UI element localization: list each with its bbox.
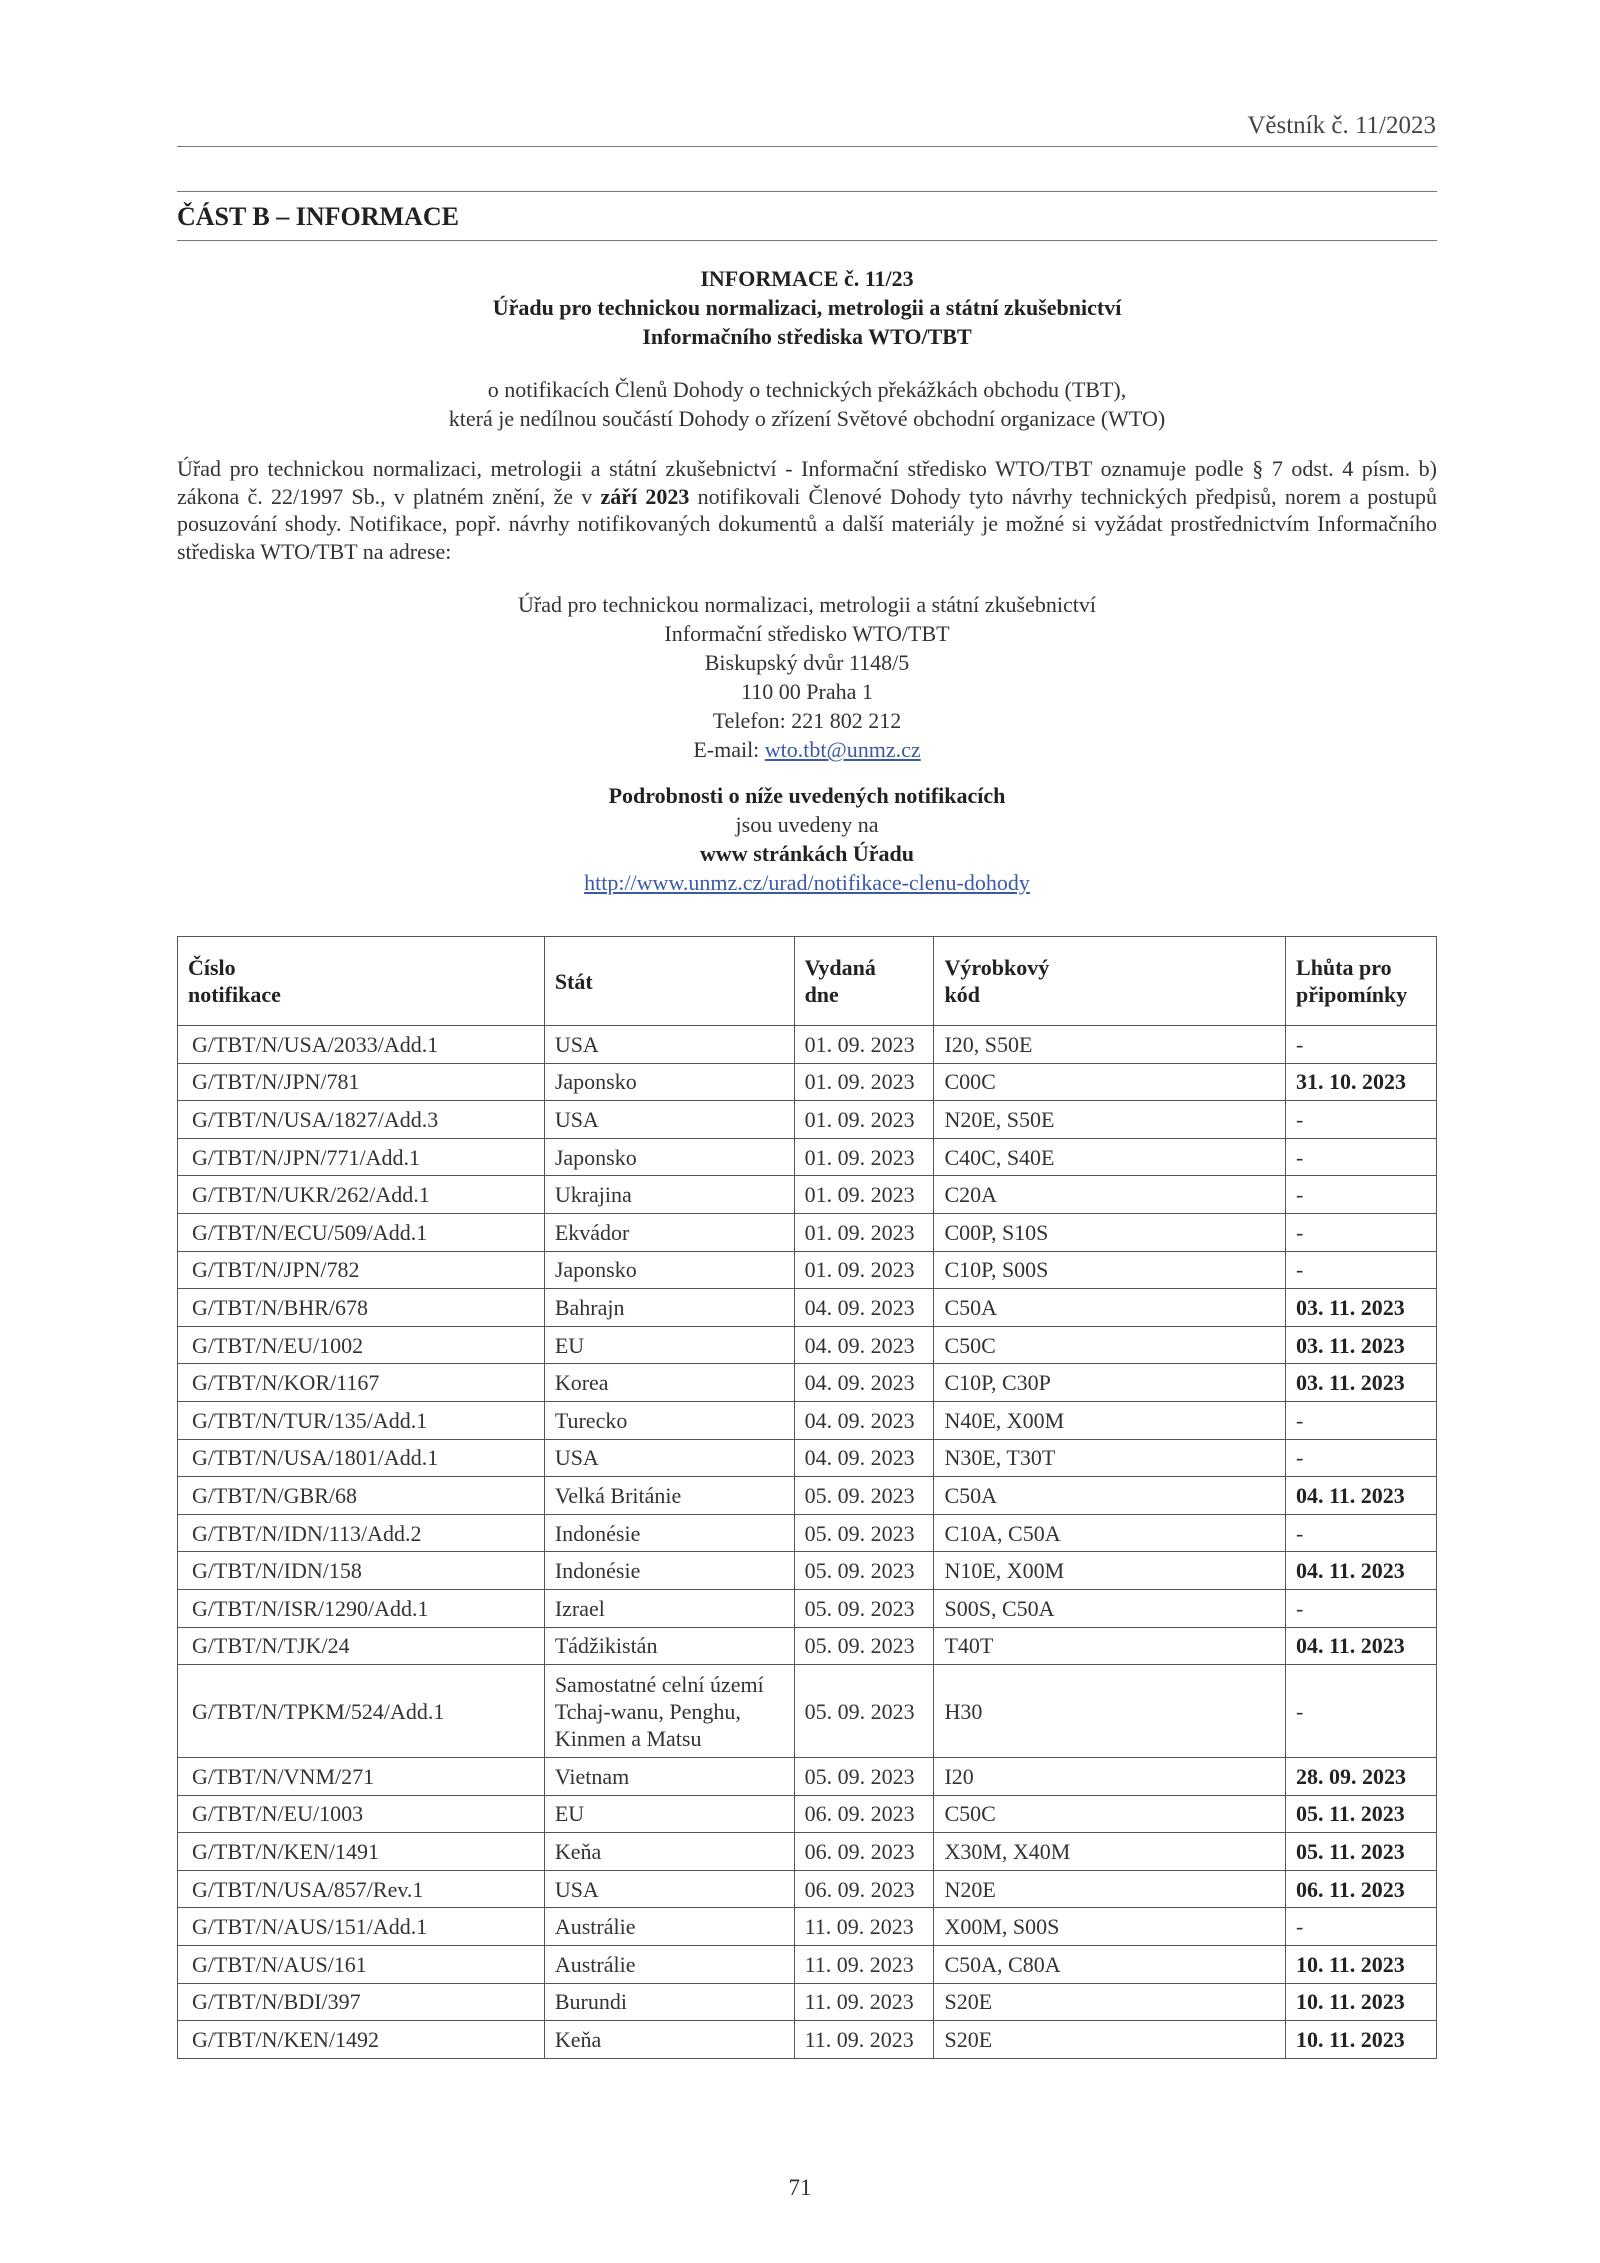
table-row — [178, 1138, 1437, 1176]
deadline-cell: - — [1286, 1589, 1437, 1627]
country-cell: Ekvádor — [544, 1213, 794, 1251]
issued-date-cell: 11. 09. 2023 — [794, 2021, 934, 2059]
table-row — [178, 1326, 1437, 1364]
issued-date-cell: 04. 09. 2023 — [794, 1326, 934, 1364]
email-link[interactable]: wto.tbt@unmz.cz — [764, 737, 921, 762]
deadline-cell: - — [1286, 1138, 1437, 1176]
country-cell: Izrael — [544, 1589, 794, 1627]
header-deadline: Lhůta pro připomínky — [1286, 937, 1437, 1026]
header-notification-number: Číslo notifikace — [178, 937, 545, 1026]
header-country: Stát — [544, 937, 794, 1026]
table-row — [178, 1833, 1437, 1871]
deadline-cell: - — [1286, 1026, 1437, 1064]
notification-number-cell: G/TBT/N/USA/2033/Add.1 — [178, 1026, 545, 1064]
table-row — [178, 1401, 1437, 1439]
product-code-cell: C50C — [934, 1795, 1286, 1833]
country-cell: Austrálie — [544, 1908, 794, 1946]
notification-number-cell: G/TBT/N/BHR/678 — [178, 1289, 545, 1327]
product-code-cell: C50A — [934, 1477, 1286, 1515]
country-cell: Samostatné celní území Tchaj-wanu, Penghu, Kinmen a Matsu — [544, 1665, 794, 1758]
details-website-label: www stránkách Úřadu — [700, 841, 914, 866]
notification-number-cell: G/TBT/N/KEN/1492 — [178, 2021, 545, 2059]
header-rule — [177, 146, 1437, 147]
table-row — [178, 1213, 1437, 1251]
issued-date-cell: 11. 09. 2023 — [794, 1983, 934, 2021]
issued-date-cell: 11. 09. 2023 — [794, 1946, 934, 1984]
notification-number-cell: G/TBT/N/BDI/397 — [178, 1983, 545, 2021]
product-code-cell: S00S, C50A — [934, 1589, 1286, 1627]
address-office: Úřad pro technickou normalizaci, metrologii a státní zkušebnictví — [518, 592, 1096, 617]
product-code-cell: C00P, S10S — [934, 1213, 1286, 1251]
product-code-cell: T40T — [934, 1627, 1286, 1665]
issued-date-cell: 05. 09. 2023 — [794, 1589, 934, 1627]
country-cell: Keňa — [544, 1833, 794, 1871]
notification-number-cell: G/TBT/N/JPN/782 — [178, 1251, 545, 1289]
notification-number-cell: G/TBT/N/TUR/135/Add.1 — [178, 1401, 545, 1439]
table-row — [178, 1665, 1437, 1758]
information-subtitle — [177, 375, 1437, 433]
table-row — [178, 1983, 1437, 2021]
deadline-cell: 06. 11. 2023 — [1286, 1870, 1437, 1908]
deadline-cell: - — [1286, 1908, 1437, 1946]
notification-number-cell: G/TBT/N/JPN/781 — [178, 1063, 545, 1101]
product-code-cell: S20E — [934, 1983, 1286, 2021]
product-code-cell: C00C — [934, 1063, 1286, 1101]
issued-date-cell: 05. 09. 2023 — [794, 1552, 934, 1590]
deadline-cell: - — [1286, 1213, 1437, 1251]
issued-date-cell: 06. 09. 2023 — [794, 1833, 934, 1871]
deadline-cell: 28. 09. 2023 — [1286, 1758, 1437, 1796]
deadline-cell: 05. 11. 2023 — [1286, 1833, 1437, 1871]
issued-date-cell: 01. 09. 2023 — [794, 1213, 934, 1251]
information-number: INFORMACE č. 11/23 — [700, 266, 914, 291]
issued-date-cell: 05. 09. 2023 — [794, 1514, 934, 1552]
country-cell: USA — [544, 1026, 794, 1064]
issued-date-cell: 04. 09. 2023 — [794, 1439, 934, 1477]
issued-date-cell: 06. 09. 2023 — [794, 1795, 934, 1833]
table-row — [178, 1795, 1437, 1833]
deadline-cell: - — [1286, 1401, 1437, 1439]
section-rule-bottom — [177, 240, 1437, 241]
bulletin-title: Věstník č. 11/2023 — [1247, 112, 1436, 139]
country-cell: Burundi — [544, 1983, 794, 2021]
country-cell: Ukrajina — [544, 1176, 794, 1214]
issued-date-cell: 05. 09. 2023 — [794, 1665, 934, 1758]
country-cell: USA — [544, 1439, 794, 1477]
country-cell: Japonsko — [544, 1251, 794, 1289]
address-email-line — [177, 735, 1437, 764]
notification-number-cell: G/TBT/N/AUS/151/Add.1 — [178, 1908, 545, 1946]
issued-date-cell: 04. 09. 2023 — [794, 1289, 934, 1327]
issued-date-cell: 01. 09. 2023 — [794, 1138, 934, 1176]
table-row — [178, 1477, 1437, 1515]
details-block — [177, 781, 1437, 897]
deadline-cell: - — [1286, 1101, 1437, 1139]
address-city: 110 00 Praha 1 — [741, 679, 873, 704]
product-code-cell: C50C — [934, 1326, 1286, 1364]
country-cell: Japonsko — [544, 1063, 794, 1101]
table-row — [178, 1439, 1437, 1477]
product-code-cell: N20E, S50E — [934, 1101, 1286, 1139]
issued-date-cell: 01. 09. 2023 — [794, 1063, 934, 1101]
deadline-cell: - — [1286, 1251, 1437, 1289]
country-cell: Turecko — [544, 1401, 794, 1439]
table-row — [178, 1251, 1437, 1289]
country-cell: USA — [544, 1870, 794, 1908]
intro-month: září 2023 — [600, 483, 690, 509]
deadline-cell: - — [1286, 1176, 1437, 1214]
table-row — [178, 1870, 1437, 1908]
deadline-cell: - — [1286, 1665, 1437, 1758]
table-body — [178, 1026, 1437, 2059]
issued-date-cell: 11. 09. 2023 — [794, 1908, 934, 1946]
notification-number-cell: G/TBT/N/KEN/1491 — [178, 1833, 545, 1871]
product-code-cell: N30E, T30T — [934, 1439, 1286, 1477]
details-heading: Podrobnosti o níže uvedených notifikacích — [608, 783, 1006, 808]
table-row — [178, 1908, 1437, 1946]
notification-number-cell: G/TBT/N/AUS/161 — [178, 1946, 545, 1984]
details-url-link[interactable]: http://www.unmz.cz/urad/notifikace-clenu-dohody — [584, 870, 1030, 895]
product-code-cell: N20E — [934, 1870, 1286, 1908]
table-header-row — [178, 937, 1437, 1026]
information-subtitle-line2: která je nedílnou součástí Dohody o zřízení Světové obchodní organizace (WTO) — [448, 406, 1166, 431]
notification-number-cell: G/TBT/N/ISR/1290/Add.1 — [178, 1589, 545, 1627]
information-issuer: Úřadu pro technickou normalizaci, metrologii a státní zkušebnictví — [492, 295, 1122, 320]
product-code-cell: C10A, C50A — [934, 1514, 1286, 1552]
notification-number-cell: G/TBT/N/UKR/262/Add.1 — [178, 1176, 545, 1214]
information-center: Informačního střediska WTO/TBT — [642, 324, 972, 349]
deadline-cell: 03. 11. 2023 — [1286, 1289, 1437, 1327]
product-code-cell: C10P, C30P — [934, 1364, 1286, 1402]
table-row — [178, 1101, 1437, 1139]
issued-date-cell: 06. 09. 2023 — [794, 1870, 934, 1908]
intro-text-part2: notifikovali Členové Dohody tyto návrhy technických předpisů, norem a postupů posuzování shody. Notifikace, popř. návrhy notifikovaných dokumentů a další materiály je možné si vyžádat prostřednictvím Informačního střediska WTO/TBT na adrese: — [177, 483, 1437, 564]
country-cell: Indonésie — [544, 1514, 794, 1552]
table-row — [178, 1176, 1437, 1214]
country-cell: EU — [544, 1795, 794, 1833]
table-row — [178, 1289, 1437, 1327]
country-cell: Vietnam — [544, 1758, 794, 1796]
country-cell: Indonésie — [544, 1552, 794, 1590]
country-cell: USA — [544, 1101, 794, 1139]
notification-number-cell: G/TBT/N/TPKM/524/Add.1 — [178, 1665, 545, 1758]
product-code-cell: X00M, S00S — [934, 1908, 1286, 1946]
issued-date-cell: 05. 09. 2023 — [794, 1477, 934, 1515]
product-code-cell: C50A, C80A — [934, 1946, 1286, 1984]
product-code-cell: H30 — [934, 1665, 1286, 1758]
page-number: 71 — [788, 2175, 812, 2200]
country-cell: Velká Británie — [544, 1477, 794, 1515]
notification-number-cell: G/TBT/N/TJK/24 — [178, 1627, 545, 1665]
deadline-cell: - — [1286, 1439, 1437, 1477]
intro-text-part1: Úřad pro technickou normalizaci, metrologii a státní zkušebnictví - Informační středisko WTO/TBT oznamuje podle § 7 odst. 4 písm. b) zákona č. 22/1997 Sb., v platném znění, že v — [177, 456, 1437, 509]
table-row — [178, 1063, 1437, 1101]
issued-date-cell: 05. 09. 2023 — [794, 1758, 934, 1796]
issued-date-cell: 04. 09. 2023 — [794, 1364, 934, 1402]
notification-number-cell: G/TBT/N/VNM/271 — [178, 1758, 545, 1796]
section-title: ČÁST B – INFORMACE — [177, 202, 459, 231]
product-code-cell: N10E, X00M — [934, 1552, 1286, 1590]
product-code-cell: C10P, S00S — [934, 1251, 1286, 1289]
deadline-cell: 10. 11. 2023 — [1286, 1983, 1437, 2021]
table-row — [178, 1589, 1437, 1627]
product-code-cell: S20E — [934, 2021, 1286, 2059]
table-row — [178, 1946, 1437, 1984]
notification-number-cell: G/TBT/N/ECU/509/Add.1 — [178, 1213, 545, 1251]
header-product-code: Výrobkový kód — [934, 937, 1286, 1026]
notification-number-cell: G/TBT/N/IDN/158 — [178, 1552, 545, 1590]
notification-number-cell: G/TBT/N/EU/1003 — [178, 1795, 545, 1833]
product-code-cell: X30M, X40M — [934, 1833, 1286, 1871]
product-code-cell: I20, S50E — [934, 1026, 1286, 1064]
deadline-cell: - — [1286, 1514, 1437, 1552]
country-cell: Tádžikistán — [544, 1627, 794, 1665]
issued-date-cell: 01. 09. 2023 — [794, 1251, 934, 1289]
table-row — [178, 1514, 1437, 1552]
deadline-cell: 04. 11. 2023 — [1286, 1627, 1437, 1665]
country-cell: Keňa — [544, 2021, 794, 2059]
table-row — [178, 1758, 1437, 1796]
address-street: Biskupský dvůr 1148/5 — [704, 650, 910, 675]
deadline-cell: 10. 11. 2023 — [1286, 2021, 1437, 2059]
header-issued: Vydaná dne — [794, 937, 934, 1026]
deadline-cell: 05. 11. 2023 — [1286, 1795, 1437, 1833]
table-row — [178, 1627, 1437, 1665]
table-row — [178, 1364, 1437, 1402]
section-rule-top — [177, 191, 1437, 192]
issued-date-cell: 04. 09. 2023 — [794, 1401, 934, 1439]
issued-date-cell: 01. 09. 2023 — [794, 1176, 934, 1214]
information-subtitle-line1: o notifikacích Členů Dohody o technických překážkách obchodu (TBT), — [487, 377, 1127, 402]
product-code-cell: I20 — [934, 1758, 1286, 1796]
intro-paragraph — [177, 455, 1437, 565]
notification-number-cell: G/TBT/N/IDN/113/Add.2 — [178, 1514, 545, 1552]
notification-number-cell: G/TBT/N/GBR/68 — [178, 1477, 545, 1515]
deadline-cell: 03. 11. 2023 — [1286, 1326, 1437, 1364]
deadline-cell: 31. 10. 2023 — [1286, 1063, 1437, 1101]
notification-number-cell: G/TBT/N/USA/1801/Add.1 — [178, 1439, 545, 1477]
notification-number-cell: G/TBT/N/USA/1827/Add.3 — [178, 1101, 545, 1139]
country-cell: Bahrajn — [544, 1289, 794, 1327]
country-cell: Korea — [544, 1364, 794, 1402]
address-center: Informační středisko WTO/TBT — [664, 621, 950, 646]
issued-date-cell: 01. 09. 2023 — [794, 1026, 934, 1064]
issued-date-cell: 01. 09. 2023 — [794, 1101, 934, 1139]
details-text: jsou uvedeny na — [735, 812, 879, 837]
product-code-cell: N40E, X00M — [934, 1401, 1286, 1439]
address-block — [177, 590, 1437, 764]
issued-date-cell: 05. 09. 2023 — [794, 1627, 934, 1665]
deadline-cell: 10. 11. 2023 — [1286, 1946, 1437, 1984]
deadline-cell: 04. 11. 2023 — [1286, 1477, 1437, 1515]
email-label: E-mail: — [693, 737, 765, 762]
table-row — [178, 1552, 1437, 1590]
product-code-cell: C20A — [934, 1176, 1286, 1214]
notification-number-cell: G/TBT/N/KOR/1167 — [178, 1364, 545, 1402]
notification-number-cell: G/TBT/N/EU/1002 — [178, 1326, 545, 1364]
product-code-cell: C40C, S40E — [934, 1138, 1286, 1176]
address-phone: Telefon: 221 802 212 — [712, 708, 902, 733]
table-row — [178, 1026, 1437, 1064]
information-heading — [177, 264, 1437, 351]
country-cell: Austrálie — [544, 1946, 794, 1984]
deadline-cell: 04. 11. 2023 — [1286, 1552, 1437, 1590]
country-cell: Japonsko — [544, 1138, 794, 1176]
deadline-cell: 03. 11. 2023 — [1286, 1364, 1437, 1402]
country-cell: EU — [544, 1326, 794, 1364]
notifications-table — [177, 936, 1437, 2059]
table-row — [178, 2021, 1437, 2059]
notification-number-cell: G/TBT/N/USA/857/Rev.1 — [178, 1870, 545, 1908]
notification-number-cell: G/TBT/N/JPN/771/Add.1 — [178, 1138, 545, 1176]
product-code-cell: C50A — [934, 1289, 1286, 1327]
